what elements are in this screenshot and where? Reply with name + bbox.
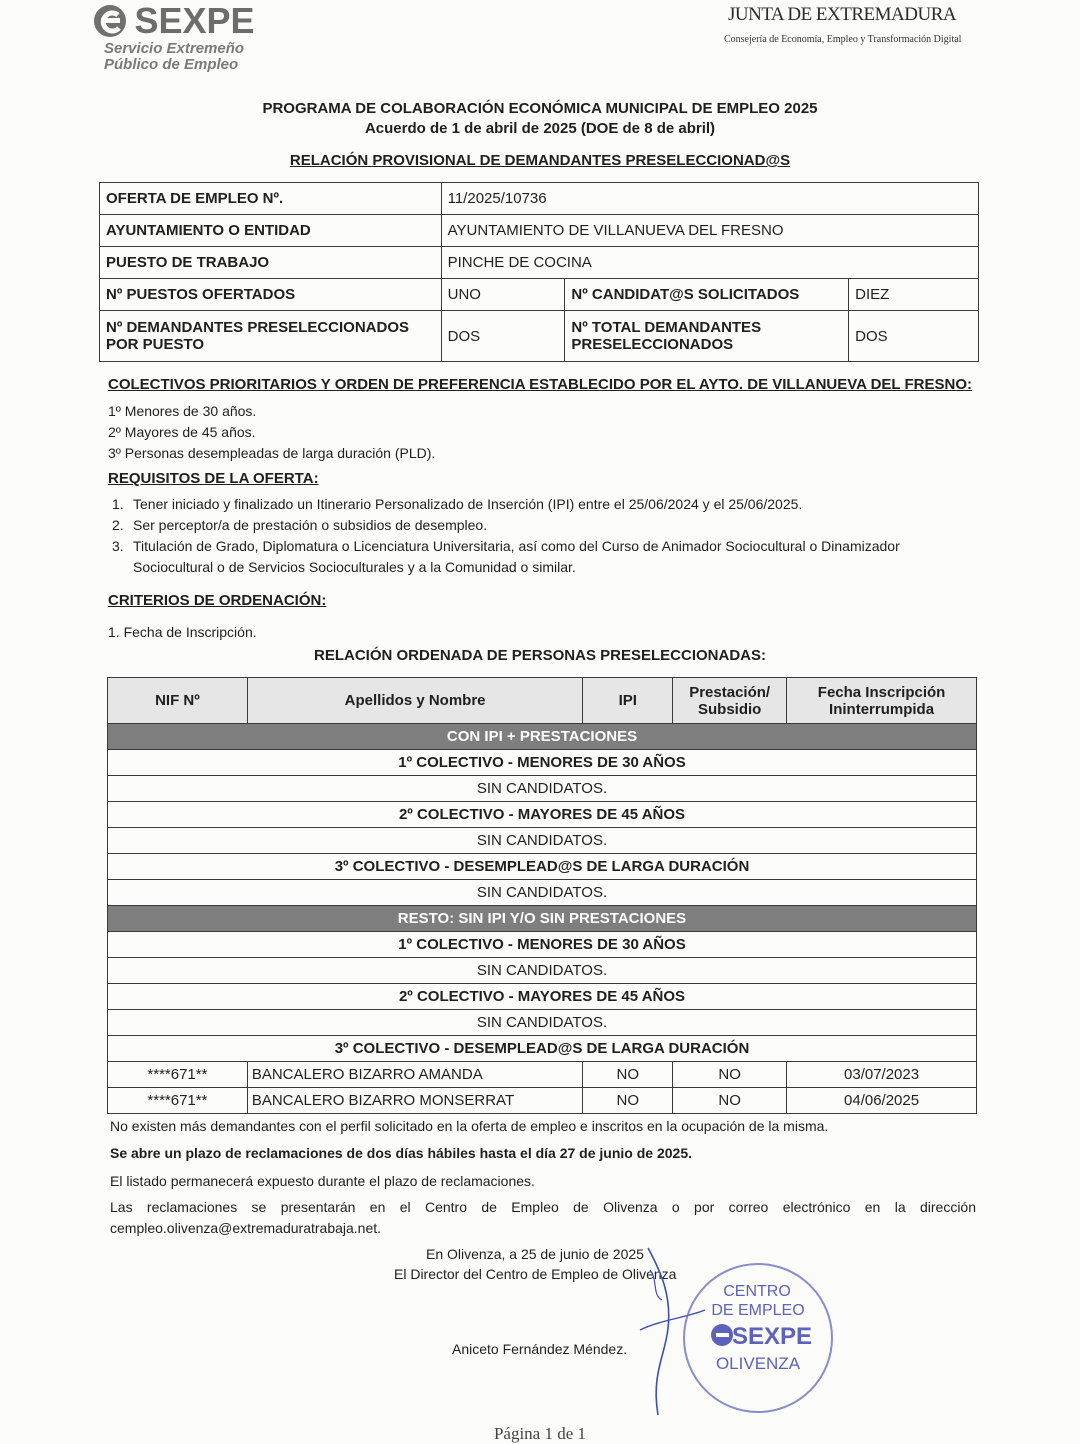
- posts-label: Nº PUESTOS OFERTADOS: [100, 279, 442, 311]
- total-label: [565, 311, 849, 362]
- band-rest: RESTO: SIN IPI Y/O SIN PRESTACIONES: [108, 906, 977, 932]
- group-1-heading: 1º COLECTIVO - MENORES DE 30 AÑOS: [108, 932, 977, 958]
- priority-item-1: 1º Menores de 30 años.: [108, 403, 257, 419]
- center-stamp: [640, 1258, 860, 1418]
- header-date: [787, 678, 977, 724]
- relation-title: RELACIÓN PROVISIONAL DE DEMANDANTES PRESELECCIONAD@S: [289, 152, 791, 169]
- group-1-heading: 1º COLECTIVO - MENORES DE 30 AÑOS: [108, 750, 977, 776]
- band-with-ipi: CON IPI + PRESTACIONES: [108, 724, 977, 750]
- offer-value: 11/2025/10736: [441, 183, 978, 215]
- requested-label: Nº CANDIDAT@S SOLICITADOS: [565, 279, 849, 311]
- criteria-title: CRITERIOS DE ORDENACIÓN:: [108, 592, 327, 609]
- group-3-heading: 3º COLECTIVO - DESEMPLEAD@S DE LARGA DURACIÓN: [108, 854, 977, 880]
- table-row: [108, 958, 977, 984]
- junta-title: JUNTA DE EXTREMADURA: [728, 4, 957, 25]
- logo-word: SEXPE: [134, 0, 255, 41]
- header-ipi: IPI: [583, 678, 673, 724]
- table-row: [100, 311, 979, 362]
- priority-title: COLECTIVOS PRIORITARIOS Y ORDEN DE PREFERENCIA ESTABLECIDO POR EL AYTO. DE VILLANUEVA DEL FRESNO:: [108, 376, 972, 393]
- header-benefit-line-2: Subsidio: [697, 700, 762, 718]
- claims-period: Se abre un plazo de reclamaciones de dos días hábiles hasta el día 27 de junio de 2025.: [110, 1145, 692, 1161]
- table-header-row: [108, 678, 977, 724]
- no-candidates: SIN CANDIDATOS.: [108, 776, 977, 802]
- requirement-text: Ser perceptor/a de prestación o subsidios de desempleo.: [133, 517, 488, 533]
- table-row: [108, 906, 977, 932]
- total-label-line-2: PRESELECCIONADOS: [571, 336, 734, 353]
- table-row: [108, 828, 977, 854]
- consejeria-subtitle: Consejería de Economía, Empleo y Transformación Digital: [724, 34, 962, 45]
- entity-label: AYUNTAMIENTO O ENTIDAD: [100, 215, 442, 247]
- group-2-heading: 2º COLECTIVO - MAYORES DE 45 AÑOS: [108, 984, 977, 1010]
- logo-subtitle-2: Público de Empleo: [104, 56, 239, 73]
- list-item: [112, 536, 982, 557]
- presel-label-line-1: Nº DEMANDANTES PRESELECCIONADOS: [106, 319, 410, 336]
- criteria-item: 1. Fecha de Inscripción.: [108, 624, 257, 640]
- requested-value: DIEZ: [849, 279, 979, 311]
- exposed-note: El listado permanecerá expuesto durante el plazo de reclamaciones.: [110, 1173, 535, 1189]
- cell-nif: ****671**: [108, 1062, 248, 1088]
- presel-label: [100, 311, 442, 362]
- stamp-line-1: CENTRO: [723, 1283, 791, 1300]
- entity-value: AYUNTAMIENTO DE VILLANUEVA DEL FRESNO: [441, 215, 978, 247]
- requirements-list: [112, 494, 982, 578]
- priority-item-3: 3º Personas desempleadas de larga duración (PLD).: [108, 445, 436, 461]
- presel-label-line-2: POR PUESTO: [106, 336, 205, 353]
- requirement-text: Sociocultural o de Servicios Socioculturales y a la Comunidad o similar.: [133, 559, 576, 575]
- table-row: [108, 802, 977, 828]
- no-more-note: No existen más demandantes con el perfil solicitado en la oferta de empleo e inscritos en la ocupación de la misma.: [110, 1118, 829, 1134]
- stamp-line-2: DE EMPLEO: [711, 1302, 805, 1319]
- agreement-title: Acuerdo de 1 de abril de 2025 (DOE de 8 de abril): [364, 120, 716, 137]
- table-row: [108, 984, 977, 1010]
- stamp-line-4: OLIVENZA: [715, 1354, 801, 1373]
- table-row: [108, 750, 977, 776]
- claims-email: cempleo.olivenza@extremaduratrabaja.net.: [110, 1220, 382, 1236]
- header-name: Apellidos y Nombre: [247, 678, 582, 724]
- candidates-table: [107, 677, 977, 1114]
- offer-info-table: [99, 182, 979, 362]
- total-label-line-1: Nº TOTAL DEMANDANTES: [571, 319, 762, 336]
- priority-item-2: 2º Mayores de 45 años.: [108, 424, 256, 440]
- posts-value: UNO: [441, 279, 565, 311]
- requirement-number: 2.: [112, 517, 124, 533]
- no-candidates: SIN CANDIDATOS.: [108, 1010, 977, 1036]
- requirement-number: 1.: [112, 496, 124, 512]
- no-candidates: SIN CANDIDATOS.: [108, 880, 977, 906]
- table-row: [108, 854, 977, 880]
- header-date-line-2: Ininterrumpida: [829, 700, 935, 718]
- cell-benefit: NO: [673, 1088, 787, 1114]
- requirement-number: 3.: [112, 538, 124, 554]
- cell-ipi: NO: [583, 1088, 673, 1114]
- program-title: PROGRAMA DE COLABORACIÓN ECONÓMICA MUNICIPAL DE EMPLEO 2025: [262, 100, 818, 117]
- table-row: [100, 215, 979, 247]
- claims-line-1: Las reclamaciones se presentarán en el Centro de Empleo de Olivenza o por correo electrónico en la dirección: [110, 1199, 976, 1215]
- list-item: [112, 557, 982, 578]
- no-candidates: SIN CANDIDATOS.: [108, 828, 977, 854]
- table-row: [108, 724, 977, 750]
- table-row: [100, 279, 979, 311]
- table-row: [100, 247, 979, 279]
- list-item: [112, 515, 982, 536]
- table-row: [108, 1036, 977, 1062]
- header-benefit-line-1: Prestación/: [689, 683, 771, 701]
- table-row: [108, 1088, 977, 1114]
- requirement-number: [112, 557, 133, 578]
- header-nif: NIF Nº: [108, 678, 248, 724]
- sexpe-logo: [92, 0, 292, 74]
- table-row: [100, 183, 979, 215]
- job-value: PINCHE DE COCINA: [441, 247, 978, 279]
- table-row: [108, 1062, 977, 1088]
- cell-nif: ****671**: [108, 1088, 248, 1114]
- table-row: [108, 776, 977, 802]
- signer-name: Aniceto Fernández Méndez.: [452, 1341, 628, 1357]
- total-value: DOS: [849, 311, 979, 362]
- offer-label: OFERTA DE EMPLEO Nº.: [100, 183, 442, 215]
- cell-date: 03/07/2023: [787, 1062, 977, 1088]
- group-2-heading: 2º COLECTIVO - MAYORES DE 45 AÑOS: [108, 802, 977, 828]
- requirement-text: Titulación de Grado, Diplomatura o Licenciatura Universitaria, así como del Curso de Animador Sociocultural o Dinamizador: [133, 538, 900, 554]
- table-row: [108, 1010, 977, 1036]
- page-number: Página 1 de 1: [493, 1424, 587, 1443]
- table-row: [108, 932, 977, 958]
- cell-name: BANCALERO BIZARRO AMANDA: [247, 1062, 582, 1088]
- header-benefit: [673, 678, 787, 724]
- sexpe-e-icon: [92, 3, 128, 39]
- table-row: [108, 880, 977, 906]
- cell-benefit: NO: [673, 1062, 787, 1088]
- cell-date: 04/06/2025: [787, 1088, 977, 1114]
- no-candidates: SIN CANDIDATOS.: [108, 958, 977, 984]
- director-title: El Director del Centro de Empleo de Olivenza: [394, 1266, 677, 1282]
- place-date: En Olivenza, a 25 de junio de 2025: [426, 1246, 644, 1262]
- logo-subtitle-1: Servicio Extremeño: [104, 40, 245, 57]
- stamp-line-3: SEXPE: [731, 1323, 813, 1350]
- list-item: [112, 494, 982, 515]
- requirement-text: Tener iniciado y finalizado un Itinerario Personalizado de Inserción (IPI) entre el 25/06/2024 y el 25/06/2025.: [133, 496, 803, 512]
- header-date-line-1: Fecha Inscripción: [817, 683, 946, 701]
- requirements-title: REQUISITOS DE LA OFERTA:: [108, 470, 319, 487]
- group-3-heading: 3º COLECTIVO - DESEMPLEAD@S DE LARGA DURACIÓN: [108, 1036, 977, 1062]
- cell-name: BANCALERO BIZARRO MONSERRAT: [247, 1088, 582, 1114]
- ordered-title: RELACIÓN ORDENADA DE PERSONAS PRESELECCIONADAS:: [314, 647, 766, 664]
- job-label: PUESTO DE TRABAJO: [100, 247, 442, 279]
- cell-ipi: NO: [583, 1062, 673, 1088]
- presel-value: DOS: [441, 311, 565, 362]
